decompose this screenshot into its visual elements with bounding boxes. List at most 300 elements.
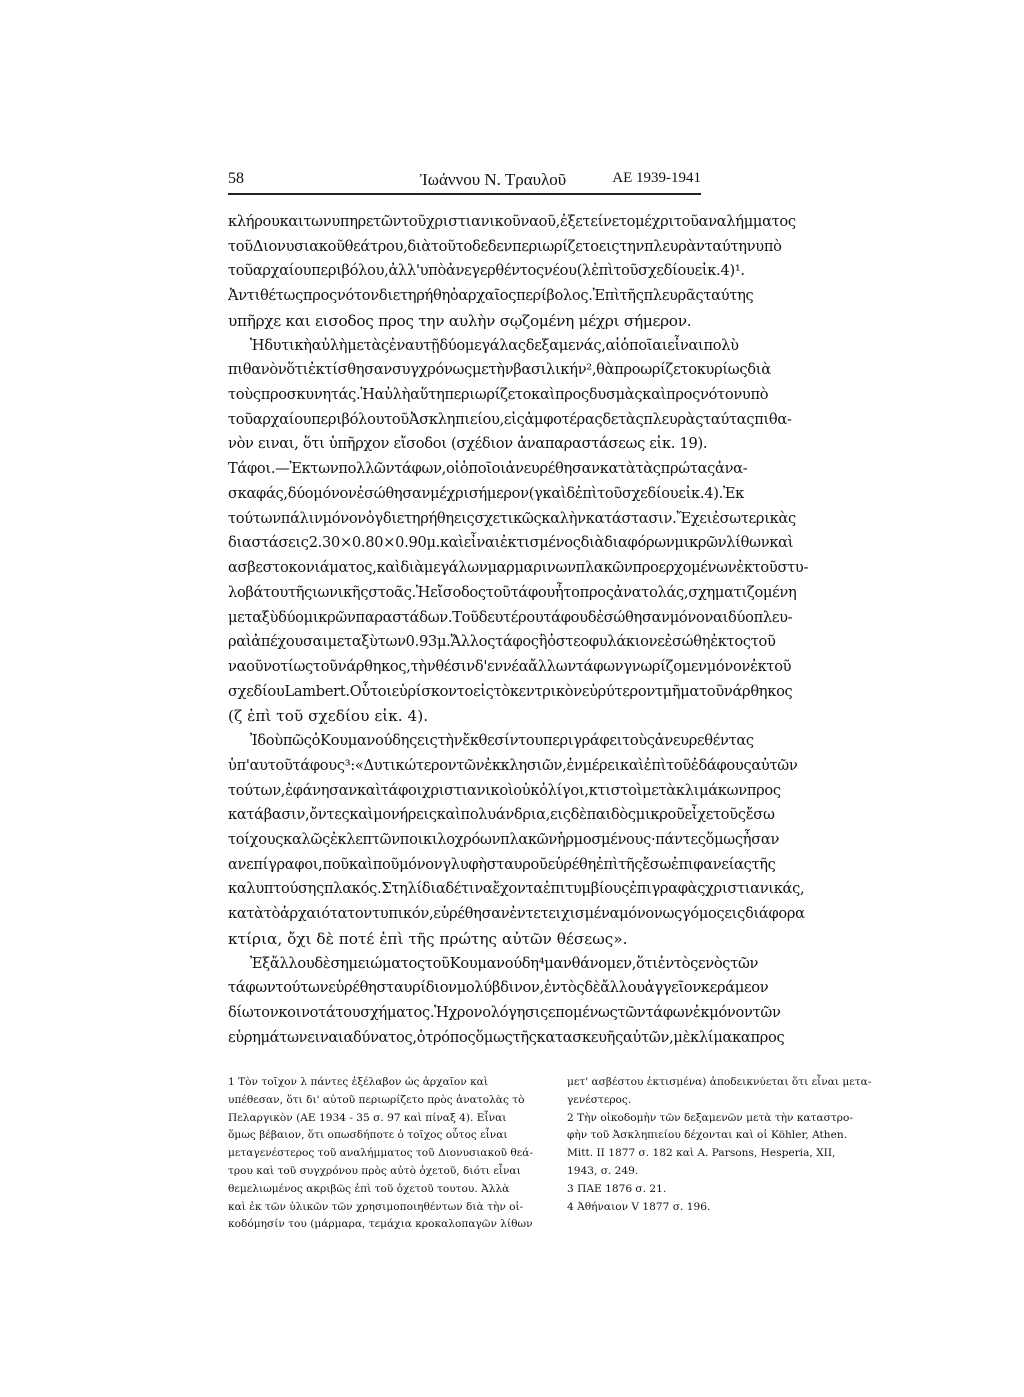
word: μικρῶν xyxy=(674,534,727,552)
word: προς xyxy=(746,781,781,799)
word: ποτέ xyxy=(338,929,380,948)
word: ὑπῆρχον xyxy=(328,435,394,453)
word: ἀναπαραστάσεως xyxy=(517,435,650,453)
word: τοῦ xyxy=(750,633,776,651)
word: μ. xyxy=(436,633,451,651)
word: μεταξὺ xyxy=(327,633,378,651)
word: ποῦ xyxy=(372,855,400,873)
word: μετὰ xyxy=(642,781,676,799)
footnote-line: 2 Τὴν οἰκοδομὴν τῶν δεξαμενῶν μετὰ τὴν καταστρο- xyxy=(567,1111,853,1124)
word: ραὶ xyxy=(228,633,252,651)
word: υπῆρχε xyxy=(228,311,286,330)
word: πάντες xyxy=(655,830,706,848)
word: ἐν xyxy=(388,336,406,354)
word: σταυροῦ xyxy=(486,855,548,873)
body-line xyxy=(228,877,805,902)
word: χριστιανικοῦ xyxy=(425,213,521,230)
word: τρόπος xyxy=(425,1028,476,1046)
word: διὰ xyxy=(580,534,605,552)
word: μεγάλων xyxy=(423,559,488,577)
word: ἐπὶ xyxy=(643,756,667,774)
word: λεπτῶν xyxy=(346,830,400,848)
word: διάφορα xyxy=(744,905,805,923)
word: σημειώματος xyxy=(330,954,425,972)
word: αὐλὴ xyxy=(311,336,348,354)
word: εἴσοδος xyxy=(430,583,486,601)
word: ἄλλου xyxy=(600,979,645,997)
word: οἱ xyxy=(446,460,460,478)
word: γόμος xyxy=(681,905,725,923)
word: διὰ xyxy=(747,361,771,379)
body-line xyxy=(228,976,769,1001)
word: 0.93 xyxy=(405,633,437,651)
word: πολυάνδρια, xyxy=(460,806,551,824)
word: Ἀσκληπιείου, xyxy=(409,410,504,428)
word: αἱ xyxy=(605,336,621,354)
body-line xyxy=(228,630,776,655)
word: νέου xyxy=(543,262,577,280)
word: ὀλίγοι, xyxy=(539,781,589,799)
body-line xyxy=(228,729,754,754)
word: τῆς xyxy=(618,855,643,873)
word: εις xyxy=(598,237,620,255)
word: ἄλλων xyxy=(528,657,576,675)
word: τοῦ xyxy=(699,682,724,700)
word: διὰ xyxy=(400,559,424,577)
word: αρχαίου xyxy=(252,262,312,280)
word: ἐπιτυμβίους xyxy=(542,880,630,898)
word: νότον xyxy=(336,287,379,305)
word: αυλὴν xyxy=(448,311,500,330)
word: και xyxy=(279,213,304,230)
word: ², xyxy=(586,361,597,379)
word: δύο xyxy=(728,608,754,626)
word: εἶναι xyxy=(667,336,704,354)
word: τοῦ xyxy=(228,410,253,428)
word: καὶ xyxy=(439,534,464,552)
word: εὑρέθη xyxy=(328,979,377,997)
word: ἐκτισμένος xyxy=(500,534,581,552)
word: ἐπὶ xyxy=(247,707,277,726)
word: περιβόλου, xyxy=(311,262,389,280)
word: δίωτον xyxy=(228,1004,279,1021)
word: (λ xyxy=(576,262,592,280)
word: μόνον xyxy=(669,608,714,626)
word: τῆς xyxy=(619,287,644,305)
word: Ἐξ xyxy=(250,954,270,972)
footnote-line: ὅμως βέβαιον, ὅτι οπωσδήποτε ὁ τοῖχος οὗτος εἶναι xyxy=(228,1129,508,1142)
word: αὐλὴ xyxy=(374,386,411,404)
word: τῆς xyxy=(751,855,776,873)
word: ἀνα- xyxy=(715,460,748,478)
word: μόνον xyxy=(619,905,663,923)
word: Ἰδοὺ xyxy=(250,732,283,750)
word: τυπικόν, xyxy=(372,905,434,923)
body-line xyxy=(228,902,805,927)
word: εις xyxy=(724,905,745,923)
header-journal: ΑΕ 1939-1941 xyxy=(612,170,701,186)
word: προς xyxy=(378,311,419,330)
word: δ' xyxy=(474,657,488,675)
word: πρώτας xyxy=(660,460,716,478)
word: αὕτη xyxy=(410,386,445,404)
word: ἦτο xyxy=(554,583,580,601)
word: διὰ xyxy=(407,237,431,255)
word: μικρῶν xyxy=(303,608,356,626)
word: τὰς xyxy=(635,460,661,478)
word: εἰς xyxy=(473,682,494,700)
word: διαφόρων xyxy=(604,534,675,552)
word: τάφοι xyxy=(380,781,422,799)
word: ὅμως xyxy=(475,1028,513,1046)
word: ἐφάνησαν xyxy=(285,781,357,799)
word: τάφων, xyxy=(394,460,446,478)
word: τὰς xyxy=(618,410,644,428)
word: 19). xyxy=(679,435,708,453)
word: Ἡ xyxy=(250,336,265,354)
word: πλευρὰς xyxy=(643,410,704,428)
word: παραστάδων. xyxy=(355,608,453,626)
word: ὁ xyxy=(449,287,459,305)
word: ειναι xyxy=(307,1028,344,1046)
word: σχεδίου xyxy=(228,682,285,700)
body-line xyxy=(228,779,781,804)
word: γλυφὴ xyxy=(442,855,487,873)
word: ὅτι xyxy=(302,435,329,453)
word: δέ xyxy=(445,880,462,898)
word: δὲ xyxy=(316,929,339,948)
body-line xyxy=(228,531,794,556)
word: ε xyxy=(657,633,665,651)
word: δεξαμενάς, xyxy=(525,336,606,354)
word: σχηματιζομένη xyxy=(688,583,797,601)
body-line xyxy=(228,432,708,457)
word: τοὺς xyxy=(622,732,655,750)
word: αυτῇ xyxy=(405,336,440,354)
word: μόνον xyxy=(313,484,357,502)
footnote-line: μεταγενέστερος τοῦ αναλήμματος τοῦ Διονυσιακοῦ θεά- xyxy=(228,1147,533,1160)
word: πιθα- xyxy=(754,410,792,428)
word: κεράμεον xyxy=(700,979,769,997)
word: στοᾶς. xyxy=(368,583,416,601)
word: οὐκ xyxy=(513,781,540,799)
word: κλίμακα xyxy=(690,1028,751,1046)
header-rule xyxy=(228,193,701,195)
word: σταυρίδιον xyxy=(376,979,457,997)
word: περιγράφει xyxy=(542,732,623,750)
word: τὸ xyxy=(493,682,510,700)
word: αὐτῶν xyxy=(501,929,557,948)
word: κατάβασιν, xyxy=(228,806,310,824)
word: (ζ xyxy=(228,707,248,726)
word: δε xyxy=(602,410,619,428)
body-line xyxy=(228,1001,781,1026)
word: τοῦτο xyxy=(430,237,472,255)
word: μανθάνομεν, xyxy=(544,954,637,972)
word: τούτων xyxy=(228,509,281,527)
word: τοῦ xyxy=(228,237,253,255)
footnotes-right-column xyxy=(567,1074,872,1216)
word: ἐσώθησαν xyxy=(356,484,431,502)
word: ἐκ xyxy=(736,559,753,577)
body-line xyxy=(228,309,702,334)
word: δευτέρου xyxy=(478,608,544,626)
body-line xyxy=(228,828,780,853)
word: μὲ xyxy=(673,1028,691,1046)
word: των xyxy=(377,633,406,651)
word: τῶν xyxy=(752,1004,781,1021)
word: δὲ xyxy=(570,806,587,824)
word: ασβεστοκονιάματος, xyxy=(228,559,377,577)
word: Τάφοι.—Ἐκ xyxy=(228,460,311,478)
word: συγχρόνως xyxy=(392,361,473,379)
word: κλιμάκων xyxy=(675,781,747,799)
word: ανεπίγραφοι, xyxy=(228,855,323,873)
word: μαρμαρινων xyxy=(487,559,576,577)
body-line xyxy=(228,383,769,408)
word: ειναι, xyxy=(257,435,303,453)
word: προερχομένων xyxy=(632,559,737,577)
word: καλὴν xyxy=(541,509,586,527)
word: Ἔχει xyxy=(676,509,713,527)
word: μέχρι xyxy=(635,213,674,230)
footnote-line: 1943, σ. 249. xyxy=(567,1164,639,1177)
word: ἐπιγραφὰς xyxy=(629,880,706,898)
footnote-line: τρου καὶ τοῦ συγχρόνου πρὸς αὐτὸ ὀχετοῦ, διότι εἶναι xyxy=(228,1164,521,1177)
body-line xyxy=(228,408,792,433)
word: αυτοῦ xyxy=(249,756,293,774)
word: πλευ- xyxy=(753,608,793,626)
word: περιωρίζετο xyxy=(512,237,599,255)
word: τάφων xyxy=(645,1004,693,1021)
word: τῆς xyxy=(408,929,440,948)
word: με xyxy=(347,336,364,354)
footnote-line: γενέστερος. xyxy=(567,1093,632,1106)
word: πῶς xyxy=(282,732,312,750)
word: δ xyxy=(566,484,575,502)
word: τοῦ xyxy=(666,756,691,774)
word: μέρει xyxy=(582,756,620,774)
word: νάρθηκος xyxy=(723,682,793,700)
word: τοῦ xyxy=(228,262,253,280)
word: ὄχι xyxy=(287,929,317,948)
word: δὲ xyxy=(314,954,331,972)
word: πλακῶν xyxy=(500,830,557,848)
word: ἐντὸς xyxy=(657,954,698,972)
word: δύο xyxy=(278,608,304,626)
word: «Δυτικώτερον xyxy=(354,756,457,774)
word: μολύβδινον, xyxy=(456,979,544,997)
word: πιθανὸν xyxy=(228,361,287,379)
word: ἔσω xyxy=(642,855,672,873)
word: ἐσωτερικὰς xyxy=(712,509,796,527)
word: μέχρι xyxy=(578,311,624,330)
word: διαστάσεις xyxy=(228,534,309,552)
word: ὁποῖαι xyxy=(620,336,668,354)
word: αρχαῖος xyxy=(458,287,517,305)
word: εἰκ. xyxy=(678,484,705,502)
word: τάφου xyxy=(543,608,588,626)
footnote-line: Πελαργικὸν (ΑΕ 1934 - 35 σ. 97 καὶ πίναξ 4). Εἶναι xyxy=(228,1111,507,1124)
word: θέσεως». xyxy=(556,929,628,948)
word: εἰκ. xyxy=(374,707,408,726)
word: εισοδος xyxy=(315,311,379,330)
word: καὶ xyxy=(620,756,644,774)
word: λίθων xyxy=(726,534,770,552)
word: θὰ xyxy=(596,361,615,379)
word: τοὺς xyxy=(228,386,261,404)
body-line xyxy=(228,581,797,606)
word: ἔκθεσίν xyxy=(462,732,519,750)
body-line xyxy=(228,507,796,532)
word: εὑρημάτων xyxy=(228,1028,308,1046)
word: ἄλλου xyxy=(269,954,315,972)
word: καὶ xyxy=(348,855,373,873)
word: ταύτην xyxy=(704,237,756,255)
word: την xyxy=(418,311,449,330)
word: τοῦ xyxy=(613,262,639,280)
footnote-line: κοδόμησίν του (μάρμαρα, τεμάχια κροκαλοπαγῶν λίθων xyxy=(228,1218,533,1231)
word: δ xyxy=(587,608,597,626)
word: κατασκευῆς xyxy=(536,1028,623,1046)
body-line xyxy=(228,655,792,680)
word: εννέα xyxy=(487,657,529,675)
word: εἴσοδοι xyxy=(393,435,452,453)
word: καλυπτούσης xyxy=(228,880,324,898)
word: νότον xyxy=(700,386,742,404)
word: ἐσώθη xyxy=(664,633,711,651)
word: ἐντὸς xyxy=(543,979,585,997)
word: ὁ xyxy=(416,1028,426,1046)
word: νοτίως xyxy=(263,657,313,675)
word: γ xyxy=(374,509,383,527)
body-line xyxy=(228,1026,785,1051)
word: πλακῶν xyxy=(575,559,633,577)
word: κυρίως xyxy=(696,361,748,379)
word: με xyxy=(472,361,489,379)
word: ἦσαν xyxy=(742,830,780,848)
word: πολὺ xyxy=(703,336,739,354)
word: τούτων xyxy=(275,979,329,997)
word: Οὗτοι xyxy=(349,682,392,700)
word: τῶν xyxy=(617,1004,646,1021)
word: ὄντες xyxy=(309,806,350,824)
body-line xyxy=(228,853,776,878)
body-line xyxy=(228,210,796,235)
word: επομένως xyxy=(548,1004,618,1021)
word: ὅτι xyxy=(286,361,309,379)
word: ναοῦ xyxy=(228,657,264,675)
word: ἀρχαιότατον xyxy=(279,905,372,923)
word: υπὸ xyxy=(419,262,447,280)
word: προς xyxy=(303,287,337,305)
body-line xyxy=(228,334,739,359)
word: λοβάτου xyxy=(228,583,288,601)
word: ἐξετείνετο xyxy=(560,213,636,230)
word: των xyxy=(303,213,332,230)
body-line xyxy=(228,284,754,309)
word: ἐσώθησαν xyxy=(596,608,670,626)
word: διετηρήθη xyxy=(382,509,454,527)
body-line xyxy=(228,457,748,482)
word: ὅμως xyxy=(705,830,743,848)
word: μέχρι xyxy=(430,484,469,502)
word: σήμερον xyxy=(468,484,529,502)
word: ὀστεοφυλάκιον xyxy=(547,633,658,651)
word: ὁ xyxy=(365,509,375,527)
word: πολλῶν xyxy=(338,460,395,478)
word: αι xyxy=(713,608,729,626)
word: Ἡ xyxy=(360,386,375,404)
body-line xyxy=(228,704,702,729)
word: εἰκ. xyxy=(649,435,680,453)
word: αὐτῶν, xyxy=(623,1028,674,1046)
body-line xyxy=(228,952,759,977)
word: των xyxy=(310,460,339,478)
word: κτιστοὶ xyxy=(588,781,643,799)
word: Ἐπὶ xyxy=(592,287,620,305)
word: καὶ xyxy=(769,534,794,552)
word: ἔχοντα xyxy=(492,880,543,898)
word: τοῦ xyxy=(673,213,699,230)
word: υπηρετῶν xyxy=(331,213,402,230)
word: δυτικὴ xyxy=(264,336,312,354)
word: τοῦ xyxy=(424,954,450,972)
word: τοῦ xyxy=(597,484,622,502)
word: περιωρίζετο xyxy=(444,386,532,404)
word: θεάτρου, xyxy=(344,237,408,255)
footnotes-left-column xyxy=(228,1074,568,1234)
word: ἀγγεῖον xyxy=(644,979,701,997)
word: ἢ xyxy=(538,633,548,651)
word: Διονυσιακοῦ xyxy=(252,237,345,255)
word: ναοῦ, xyxy=(520,213,561,230)
word: ἀμφοτέρας xyxy=(524,410,603,428)
word: σχεδίου xyxy=(638,262,695,280)
word: τοῦς xyxy=(713,806,746,824)
word: κεντρικὸν xyxy=(509,682,582,700)
word: προς xyxy=(750,1028,785,1046)
word: αναλήμματος xyxy=(698,213,796,230)
word: καὶ xyxy=(376,559,401,577)
word: δε xyxy=(471,237,488,255)
word: τοῦ xyxy=(312,657,338,675)
word: δὲ xyxy=(584,979,601,997)
word: ὅτι xyxy=(636,954,658,972)
word: καλῶς xyxy=(283,830,330,848)
footnote-line: καὶ ἐκ τῶν ὑλικῶν τῶν χρησιμοποιηθέντων διὰ τὴν οἰ- xyxy=(228,1200,524,1213)
body-text xyxy=(228,210,809,1050)
word: μόνον xyxy=(706,657,751,675)
word: αρχαίου xyxy=(252,410,312,428)
word: προς xyxy=(666,386,700,404)
word: καὶ xyxy=(531,386,555,404)
word: κατὰ xyxy=(228,905,264,923)
word: τὴν xyxy=(488,361,514,379)
word: στυ- xyxy=(777,559,809,577)
word: δεν xyxy=(487,237,513,255)
word: μόνον xyxy=(399,855,443,873)
footnote-line: υπέθεσαν, ὅτι δι' αὐτοῦ περιωρίζετο πρὸς ἀνατολὰς τὸ xyxy=(228,1093,525,1106)
word: τάφων xyxy=(575,657,624,675)
word: (σχέδιον xyxy=(451,435,518,453)
footnote-line: φὴν τοῦ Ἀσκληπιείου δέχονται καὶ οἱ Köhler, Athen. xyxy=(567,1129,848,1142)
word: ἐπὶ xyxy=(595,855,619,873)
word: ἐκτος xyxy=(710,633,751,651)
word: εις xyxy=(550,806,571,824)
page-number: 58 xyxy=(228,170,244,187)
word: κατάστασιν. xyxy=(585,509,677,527)
